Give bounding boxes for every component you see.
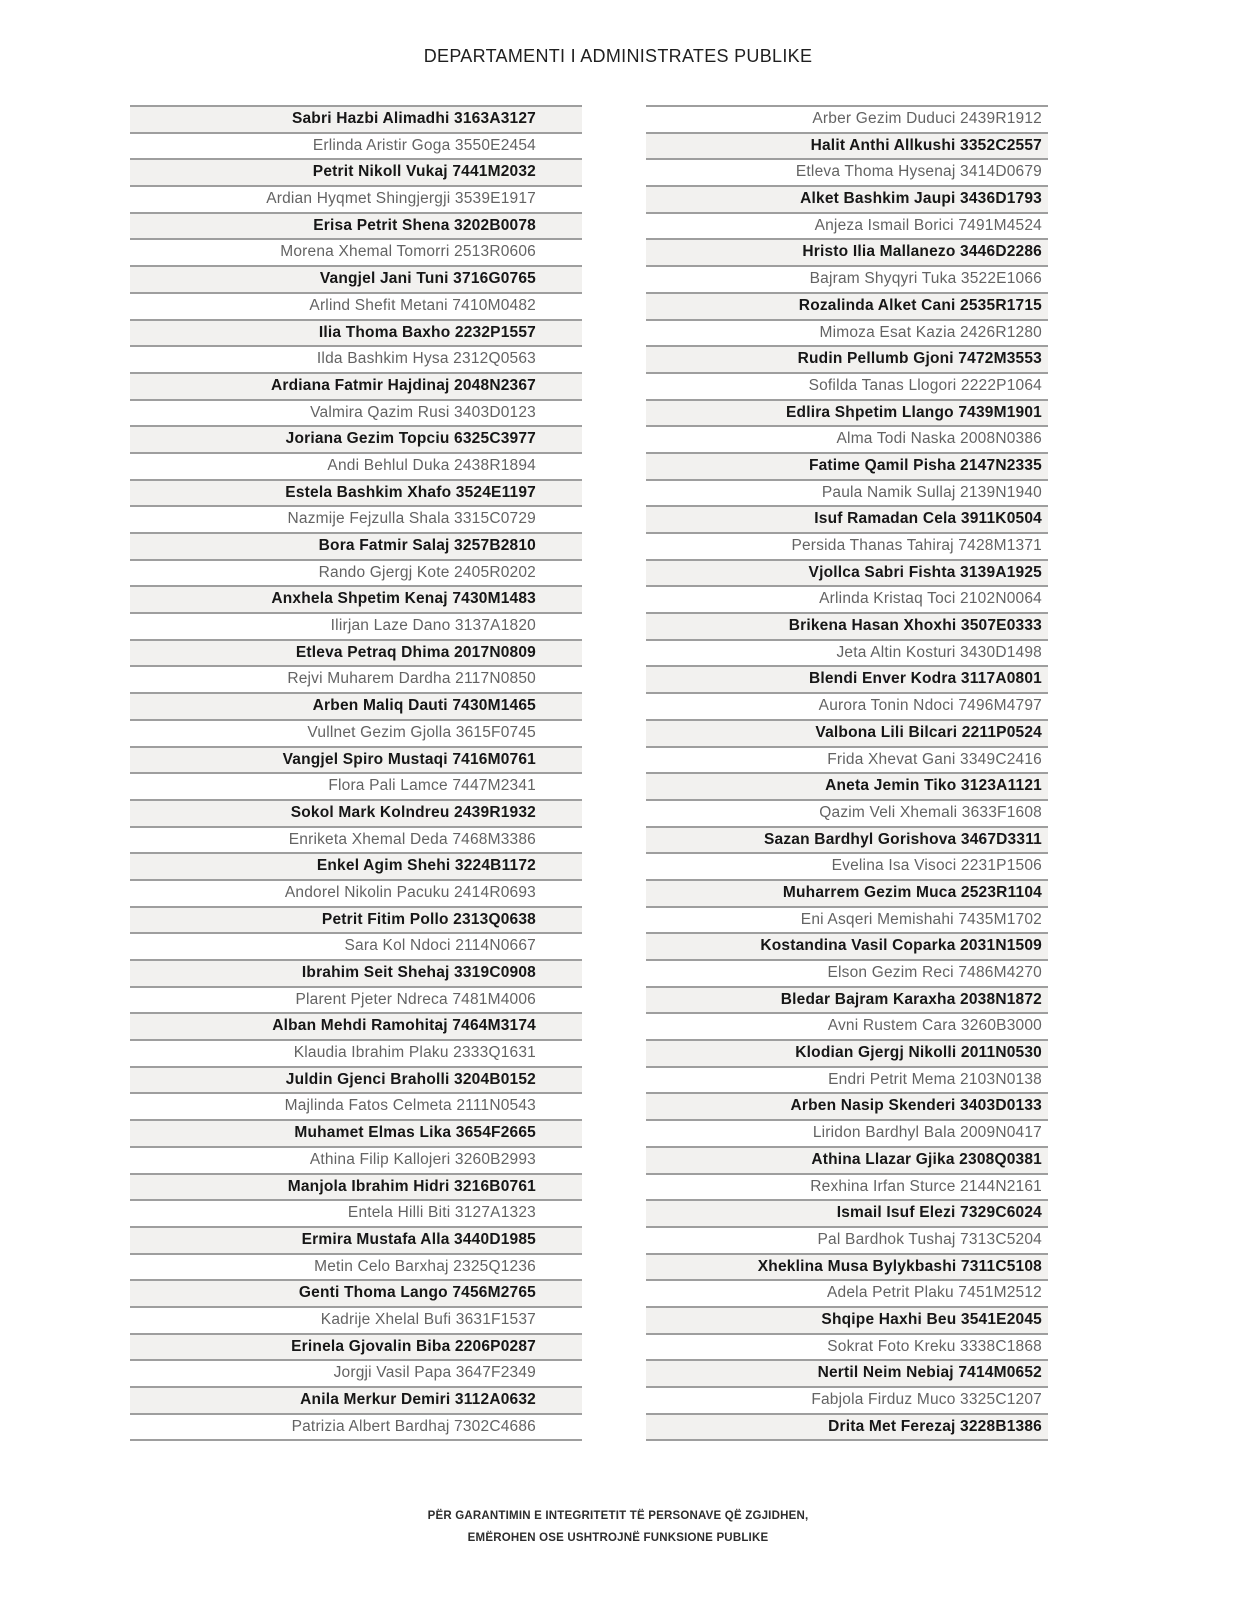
- list-item: Ibrahim Seit Shehaj 3319C0908: [130, 959, 582, 986]
- list-item: Rando Gjergj Kote 2405R0202: [130, 559, 582, 586]
- list-item: Erinela Gjovalin Biba 2206P0287: [130, 1333, 582, 1360]
- list-item: Brikena Hasan Xhoxhi 3507E0333: [646, 612, 1048, 639]
- list-item: Jorgji Vasil Papa 3647F2349: [130, 1359, 582, 1386]
- list-item: Ilda Bashkim Hysa 2312Q0563: [130, 345, 582, 372]
- list-item: Andorel Nikolin Pacuku 2414R0693: [130, 879, 582, 906]
- list-item: Bora Fatmir Salaj 3257B2810: [130, 532, 582, 559]
- list-item: Sazan Bardhyl Gorishova 3467D3311: [646, 826, 1048, 853]
- page-title: DEPARTAMENTI I ADMINISTRATES PUBLIKE: [423, 46, 813, 66]
- list-item: Arben Nasip Skenderi 3403D0133: [646, 1092, 1048, 1119]
- list-item: Ardiana Fatmir Hajdinaj 2048N2367: [130, 372, 582, 399]
- list-item: Petrit Fitim Pollo 2313Q0638: [130, 906, 582, 933]
- footer-note: [0, 1505, 1236, 1550]
- list-item: Alban Mehdi Ramohitaj 7464M3174: [130, 1012, 582, 1039]
- list-item: Genti Thoma Lango 7456M2765: [130, 1279, 582, 1306]
- list-item: Adela Petrit Plaku 7451M2512: [646, 1279, 1048, 1306]
- list-item: Alket Bashkim Jaupi 3436D1793: [646, 185, 1048, 212]
- list-item: Xheklina Musa Bylykbashi 7311C5108: [646, 1253, 1048, 1280]
- list-item: Muhamet Elmas Lika 3654F2665: [130, 1119, 582, 1146]
- list-item: Arlinda Kristaq Toci 2102N0064: [646, 585, 1048, 612]
- list-item: Juldin Gjenci Braholli 3204B0152: [130, 1066, 582, 1093]
- list-item: Ilia Thoma Baxho 2232P1557: [130, 319, 582, 346]
- list-item: Bledar Bajram Karaxha 2038N1872: [646, 986, 1048, 1013]
- list-item: Mimoza Esat Kazia 2426R1280: [646, 319, 1048, 346]
- list-item: Manjola Ibrahim Hidri 3216B0761: [130, 1173, 582, 1200]
- list-item: Sabri Hazbi Alimadhi 3163A3127: [130, 105, 582, 132]
- list-item: Entela Hilli Biti 3127A1323: [130, 1199, 582, 1226]
- list-item: Flora Pali Lamce 7447M2341: [130, 772, 582, 799]
- list-item: Sara Kol Ndoci 2114N0667: [130, 932, 582, 959]
- list-item: Persida Thanas Tahiraj 7428M1371: [646, 532, 1048, 559]
- list-item: Fabjola Firduz Muco 3325C1207: [646, 1386, 1048, 1413]
- list-item: Edlira Shpetim Llango 7439M1901: [646, 399, 1048, 426]
- list-item: Ismail Isuf Elezi 7329C6024: [646, 1199, 1048, 1226]
- name-list-left: [130, 105, 582, 1441]
- list-item: Majlinda Fatos Celmeta 2111N0543: [130, 1092, 582, 1119]
- list-item: Erlinda Aristir Goga 3550E2454: [130, 132, 582, 159]
- list-item: Estela Bashkim Xhafo 3524E1197: [130, 479, 582, 506]
- list-item: Sofilda Tanas Llogori 2222P1064: [646, 372, 1048, 399]
- list-item: Jeta Altin Kosturi 3430D1498: [646, 639, 1048, 666]
- list-item: Athina Llazar Gjika 2308Q0381: [646, 1146, 1048, 1173]
- list-item: Anila Merkur Demiri 3112A0632: [130, 1386, 582, 1413]
- list-item: Ilirjan Laze Dano 3137A1820: [130, 612, 582, 639]
- list-item: Fatime Qamil Pisha 2147N2335: [646, 452, 1048, 479]
- list-item: Plarent Pjeter Ndreca 7481M4006: [130, 986, 582, 1013]
- list-item: Enkel Agim Shehi 3224B1172: [130, 852, 582, 879]
- list-item: Ardian Hyqmet Shingjergji 3539E1917: [130, 185, 582, 212]
- list-item: Elson Gezim Reci 7486M4270: [646, 959, 1048, 986]
- list-item: Sokrat Foto Kreku 3338C1868: [646, 1333, 1048, 1360]
- list-item: Halit Anthi Allkushi 3352C2557: [646, 132, 1048, 159]
- list-item: Blendi Enver Kodra 3117A0801: [646, 665, 1048, 692]
- list-item: Liridon Bardhyl Bala 2009N0417: [646, 1119, 1048, 1146]
- list-item: Drita Met Ferezaj 3228B1386: [646, 1413, 1048, 1440]
- list-item: Etleva Thoma Hysenaj 3414D0679: [646, 158, 1048, 185]
- list-item: Arber Gezim Duduci 2439R1912: [646, 105, 1048, 132]
- list-item: Endri Petrit Mema 2103N0138: [646, 1066, 1048, 1093]
- list-item: Etleva Petraq Dhima 2017N0809: [130, 639, 582, 666]
- list-item: Hristo Ilia Mallanezo 3446D2286: [646, 238, 1048, 265]
- list-item: Anxhela Shpetim Kenaj 7430M1483: [130, 585, 582, 612]
- name-list-right: [646, 105, 1048, 1441]
- list-item: Rexhina Irfan Sturce 2144N2161: [646, 1173, 1048, 1200]
- list-item: Eni Asqeri Memishahi 7435M1702: [646, 906, 1048, 933]
- list-item: Rozalinda Alket Cani 2535R1715: [646, 292, 1048, 319]
- list-item: Valmira Qazim Rusi 3403D0123: [130, 399, 582, 426]
- list-item: Vangjel Spiro Mustaqi 7416M0761: [130, 746, 582, 773]
- list-item: Enriketa Xhemal Deda 7468M3386: [130, 826, 582, 853]
- list-item: Valbona Lili Bilcari 2211P0524: [646, 719, 1048, 746]
- list-item: Andi Behlul Duka 2438R1894: [130, 452, 582, 479]
- list-item: Vullnet Gezim Gjolla 3615F0745: [130, 719, 582, 746]
- footer-line-2: EMËROHEN OSE USHTROJNË FUNKSIONE PUBLIKE: [467, 1532, 769, 1545]
- list-item: Petrit Nikoll Vukaj 7441M2032: [130, 158, 582, 185]
- list-item: Isuf Ramadan Cela 3911K0504: [646, 505, 1048, 532]
- list-item: Joriana Gezim Topciu 6325C3977: [130, 425, 582, 452]
- list-item: Alma Todi Naska 2008N0386: [646, 425, 1048, 452]
- list-item: Muharrem Gezim Muca 2523R1104: [646, 879, 1048, 906]
- list-item: Klaudia Ibrahim Plaku 2333Q1631: [130, 1039, 582, 1066]
- list-item: Metin Celo Barxhaj 2325Q1236: [130, 1253, 582, 1280]
- list-item: Morena Xhemal Tomorri 2513R0606: [130, 238, 582, 265]
- footer-line-1: PËR GARANTIMIN E INTEGRITETIT TË PERSONAVE QË ZGJIDHEN,: [427, 1510, 809, 1522]
- list-item: Bajram Shyqyri Tuka 3522E1066: [646, 265, 1048, 292]
- list-item: Athina Filip Kallojeri 3260B2993: [130, 1146, 582, 1173]
- list-item: Nertil Neim Nebiaj 7414M0652: [646, 1359, 1048, 1386]
- list-item: Vjollca Sabri Fishta 3139A1925: [646, 559, 1048, 586]
- list-item: Arben Maliq Dauti 7430M1465: [130, 692, 582, 719]
- list-item: Sokol Mark Kolndreu 2439R1932: [130, 799, 582, 826]
- list-item: Erisa Petrit Shena 3202B0078: [130, 212, 582, 239]
- list-item: Vangjel Jani Tuni 3716G0765: [130, 265, 582, 292]
- list-item: Rudin Pellumb Gjoni 7472M3553: [646, 345, 1048, 372]
- list-item: Ermira Mustafa Alla 3440D1985: [130, 1226, 582, 1253]
- list-item: Qazim Veli Xhemali 3633F1608: [646, 799, 1048, 826]
- list-item: Kostandina Vasil Coparka 2031N1509: [646, 932, 1048, 959]
- list-item: Patrizia Albert Bardhaj 7302C4686: [130, 1413, 582, 1440]
- list-item: Rejvi Muharem Dardha 2117N0850: [130, 665, 582, 692]
- list-item: Evelina Isa Visoci 2231P1506: [646, 852, 1048, 879]
- list-item: Frida Xhevat Gani 3349C2416: [646, 746, 1048, 773]
- list-item: Paula Namik Sullaj 2139N1940: [646, 479, 1048, 506]
- list-item: Arlind Shefit Metani 7410M0482: [130, 292, 582, 319]
- list-item: Anjeza Ismail Borici 7491M4524: [646, 212, 1048, 239]
- list-item: Klodian Gjergj Nikolli 2011N0530: [646, 1039, 1048, 1066]
- list-item: Shqipe Haxhi Beu 3541E2045: [646, 1306, 1048, 1333]
- list-item: Pal Bardhok Tushaj 7313C5204: [646, 1226, 1048, 1253]
- list-item: Aneta Jemin Tiko 3123A1121: [646, 772, 1048, 799]
- list-item: Aurora Tonin Ndoci 7496M4797: [646, 692, 1048, 719]
- list-item: Nazmije Fejzulla Shala 3315C0729: [130, 505, 582, 532]
- list-item: Avni Rustem Cara 3260B3000: [646, 1012, 1048, 1039]
- list-item: Kadrije Xhelal Bufi 3631F1537: [130, 1306, 582, 1333]
